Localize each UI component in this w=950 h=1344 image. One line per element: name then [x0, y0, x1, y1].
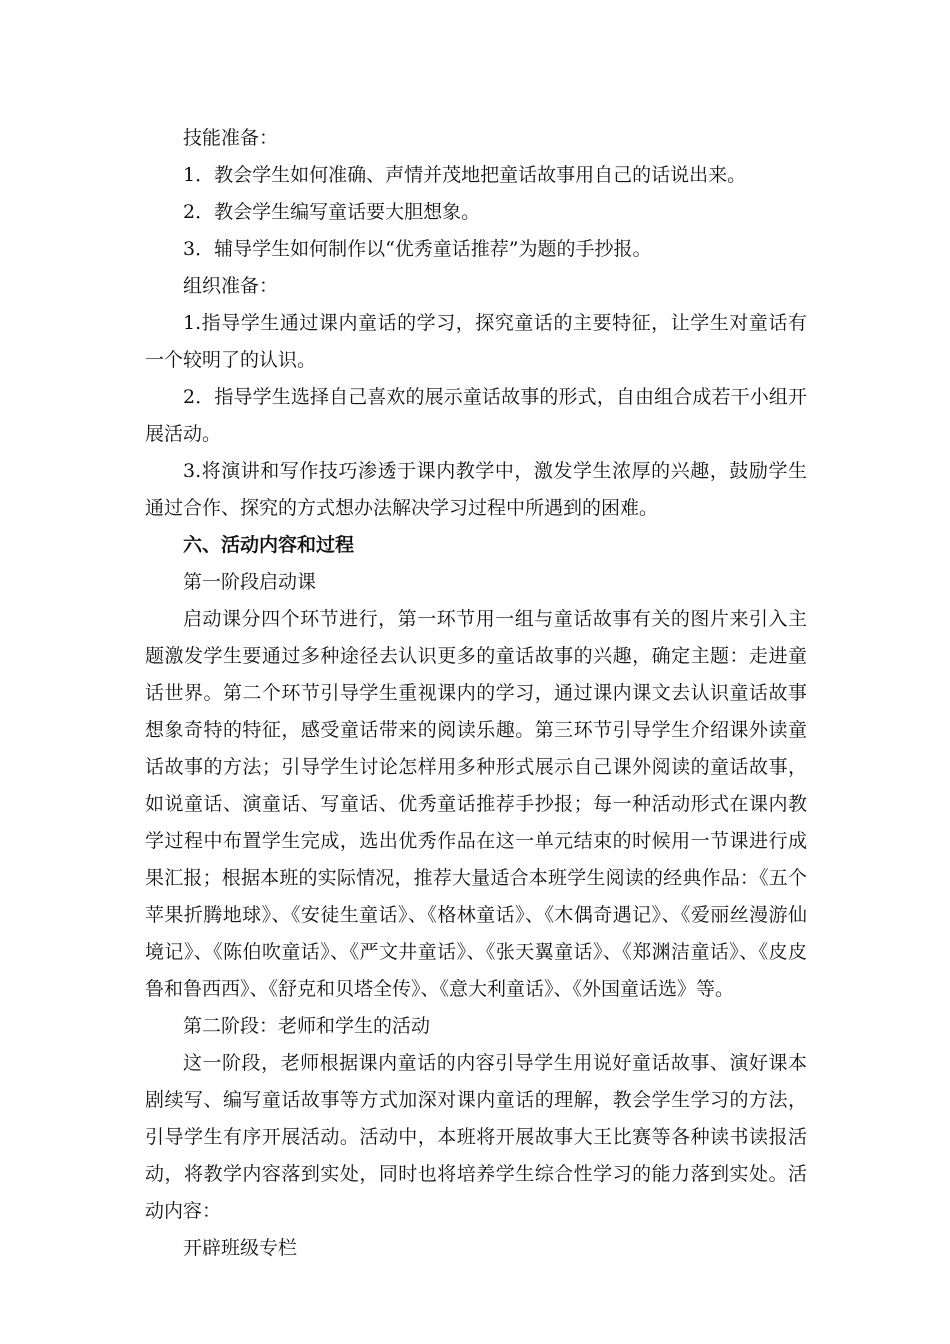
paragraph-stage-2-heading: 第二阶段：老师和学生的活动: [183, 1015, 431, 1037]
paragraph-org-item-3: 3.将演讲和写作技巧渗透于课内教学中，激发学生浓厚的兴趣，鼓励学生通过合作、探究的方式想办法解决学习过程中所遇到的困难。: [145, 460, 807, 519]
paragraph-org-item-1: 1.指导学生通过课内童话的学习，探究童话的主要特征，让学生对童话有一个较明了的认识。: [145, 312, 807, 371]
paragraph-skill-prep-heading: 技能准备：: [183, 127, 279, 149]
paragraph-class-column: 开辟班级专栏: [183, 1237, 298, 1259]
paragraph-stage-1-body: 启动课分四个环节进行，第一环节用一组与童话故事有关的图片来引入主题激发学生要通过多种途径去认识更多的童话故事的兴趣，确定主题：走进童话世界。第二个环节引导学生重视课内的学习，通过课内课文去认识童话故事想象奇特的特征，感受童话带来的阅读乐趣。第三环节引导学生介绍课外读童话故事的方法；引导学生讨论怎样用多种形式展示自己课外阅读的童话故事，如说童话、演童话、写童话、优秀童话推荐手抄报；每一种活动形式在课内教学过程中布置学生完成，选出优秀作品在这一单元结束的时候用一节课进行成果汇报；根据本班的实际情况，推荐大量适合本班学生阅读的经典作品：《五个苹果折腾地球》、《安徒生童话》、《格林童话》、《木偶奇遇记》、《爱丽丝漫游仙境记》、《陈伯吹童话》、《严文井童话》、《张天翼童话》、《郑渊洁童话》、《皮皮鲁和鲁西西》、《舒克和贝塔全传》、《意大利童话》、《外国童话选》等。: [145, 608, 807, 1000]
paragraph-skill-item-2: 2．教会学生编写童话要大胆想象。: [183, 201, 481, 223]
paragraph-skill-item-3: 3．辅导学生如何制作以“优秀童话推荐”为题的手抄报。: [183, 238, 652, 260]
paragraph-org-item-2: 2．指导学生选择自己喜欢的展示童话故事的形式，自由组合成若干小组开展活动。: [145, 386, 807, 445]
paragraph-stage-1-heading: 第一阶段启动课: [183, 571, 317, 593]
paragraph-skill-item-1: 1．教会学生如何准确、声情并茂地把童话故事用自己的话说出来。: [183, 164, 747, 186]
section-heading-activity: 六、活动内容和过程: [183, 534, 355, 556]
paragraph-org-prep-heading: 组织准备：: [183, 275, 279, 297]
paragraph-stage-2-body: 这一阶段，老师根据课内童话的内容引导学生用说好童话故事、演好课本剧续写、编写童话故事等方式加深对课内童话的理解，教会学生学习的方法，引导学生有序开展活动。活动中，本班将开展故事大王比赛等各种读书读报活动，将教学内容落到实处，同时也将培养学生综合性学习的能力落到实处。活动内容：: [145, 1052, 807, 1222]
document-body: [145, 120, 807, 1267]
